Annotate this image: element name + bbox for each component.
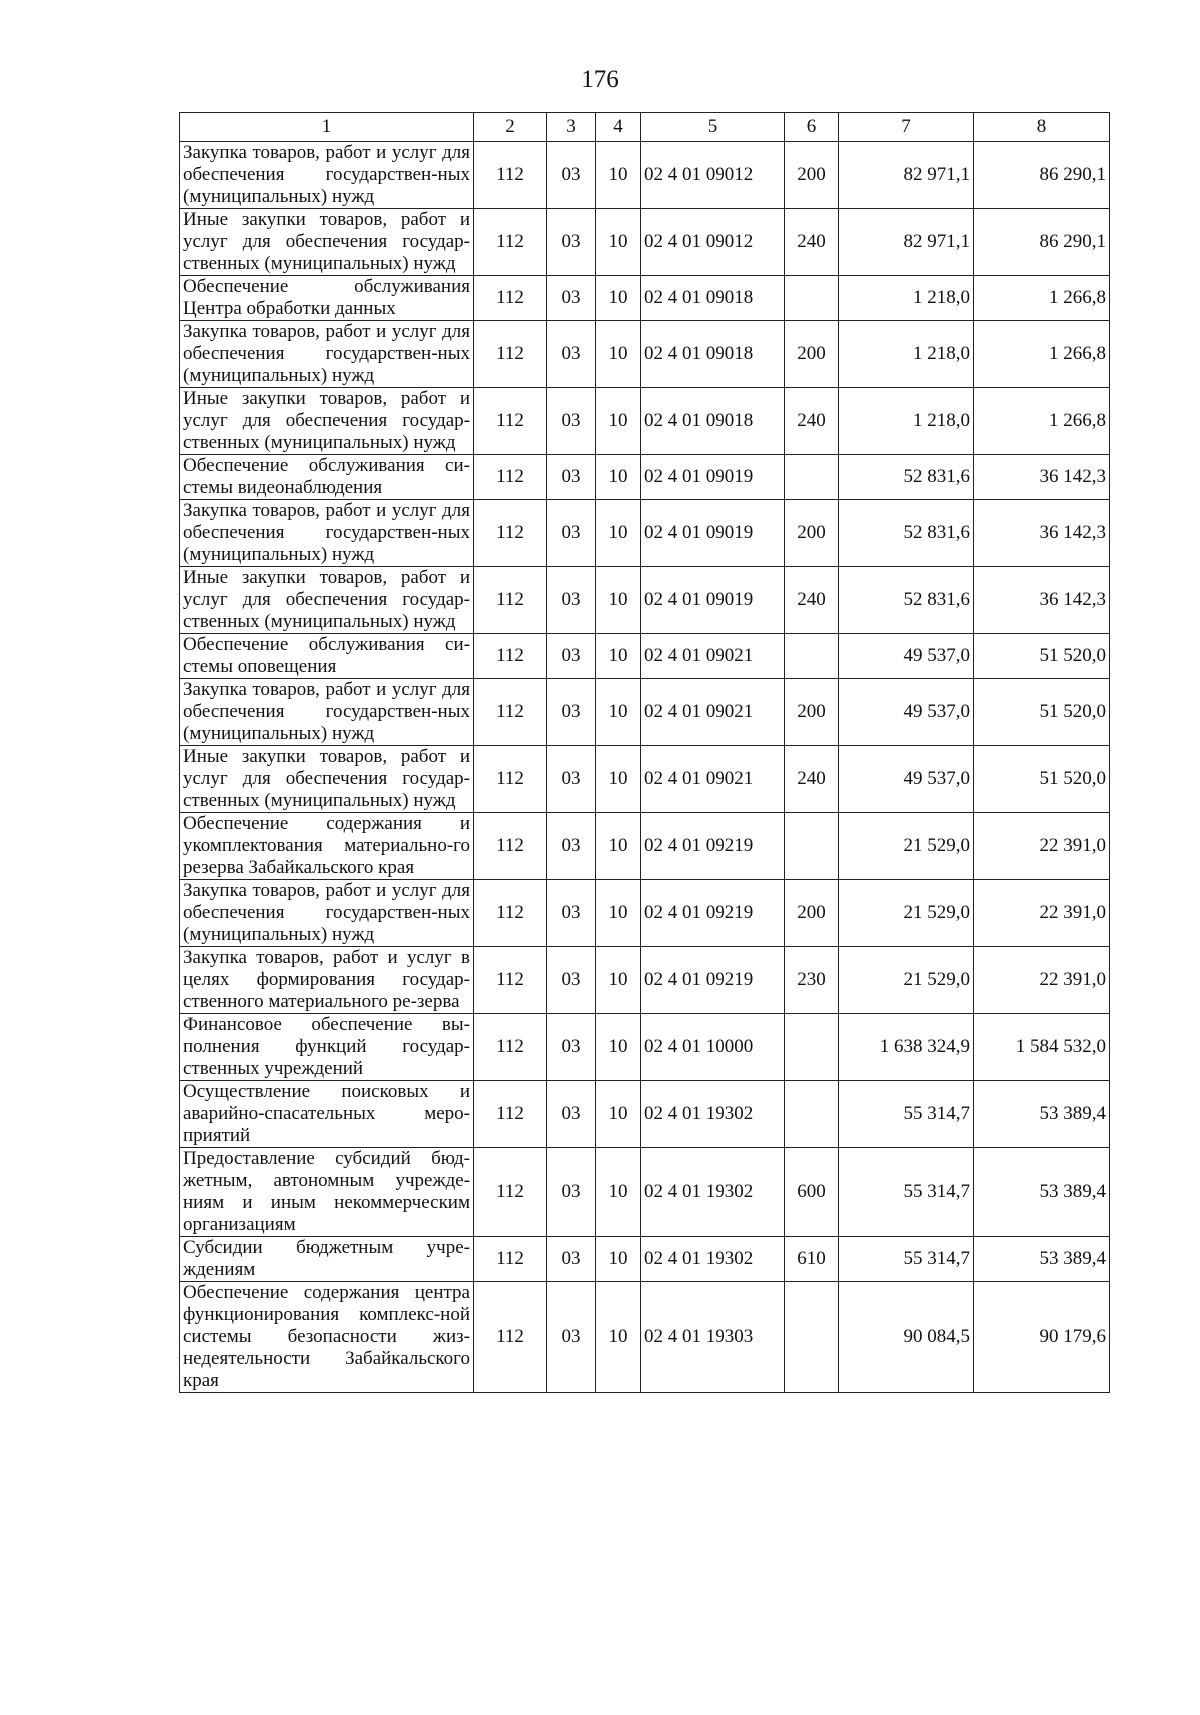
target-article-cell: 02 4 01 19302: [641, 1148, 785, 1237]
amount-year1-cell: 52 831,6: [839, 455, 974, 500]
header-cell: 8: [974, 113, 1110, 142]
section-code-cell: 03: [547, 1282, 596, 1393]
expense-type-cell: [785, 634, 839, 679]
target-article-cell: 02 4 01 09021: [641, 679, 785, 746]
amount-year1-cell: 1 218,0: [839, 276, 974, 321]
amount-year2-cell: 36 142,3: [974, 500, 1110, 567]
ministry-code-cell: 112: [474, 679, 547, 746]
subsection-code-cell: 10: [596, 500, 641, 567]
ministry-code-cell: 112: [474, 746, 547, 813]
header-cell: 4: [596, 113, 641, 142]
amount-year2-cell: 53 389,4: [974, 1148, 1110, 1237]
ministry-code-cell: 112: [474, 455, 547, 500]
target-article-cell: 02 4 01 09018: [641, 321, 785, 388]
row-name-cell: Обеспечение содержания центра функционирования комплекс-ной системы безопасности жиз-недеятельности Забайкальского края: [180, 1282, 474, 1393]
section-code-cell: 03: [547, 321, 596, 388]
section-code-cell: 03: [547, 1014, 596, 1081]
amount-year2-cell: 1 584 532,0: [974, 1014, 1110, 1081]
table-row: [180, 746, 1110, 813]
row-name-cell: Закупка товаров, работ и услуг для обеспечения государствен-ных (муниципальных) нужд: [180, 500, 474, 567]
amount-year1-cell: 55 314,7: [839, 1148, 974, 1237]
row-name-cell: Финансовое обеспечение вы-полнения функций государ-ственных учреждений: [180, 1014, 474, 1081]
expense-type-cell: 200: [785, 679, 839, 746]
expense-type-cell: 200: [785, 500, 839, 567]
table-row: [180, 1282, 1110, 1393]
row-name-cell: Субсидии бюджетным учре-ждениям: [180, 1237, 474, 1282]
page-number: 176: [581, 66, 619, 93]
ministry-code-cell: 112: [474, 813, 547, 880]
table-row: [180, 388, 1110, 455]
row-name-cell: Закупка товаров, работ и услуг для обеспечения государствен-ных (муниципальных) нужд: [180, 321, 474, 388]
amount-year1-cell: 90 084,5: [839, 1282, 974, 1393]
expense-type-cell: 200: [785, 880, 839, 947]
header-cell: 6: [785, 113, 839, 142]
ministry-code-cell: 112: [474, 142, 547, 209]
expense-type-cell: [785, 276, 839, 321]
table-header-row: [180, 113, 1110, 142]
target-article-cell: 02 4 01 09012: [641, 209, 785, 276]
expense-type-cell: 200: [785, 142, 839, 209]
ministry-code-cell: 112: [474, 1081, 547, 1148]
ministry-code-cell: 112: [474, 947, 547, 1014]
amount-year2-cell: 53 389,4: [974, 1237, 1110, 1282]
ministry-code-cell: 112: [474, 276, 547, 321]
target-article-cell: 02 4 01 09219: [641, 813, 785, 880]
expense-type-cell: 240: [785, 746, 839, 813]
subsection-code-cell: 10: [596, 947, 641, 1014]
amount-year1-cell: 82 971,1: [839, 142, 974, 209]
subsection-code-cell: 10: [596, 276, 641, 321]
amount-year2-cell: 1 266,8: [974, 388, 1110, 455]
section-code-cell: 03: [547, 813, 596, 880]
row-name-cell: Закупка товаров, работ и услуг для обеспечения государствен-ных (муниципальных) нужд: [180, 880, 474, 947]
header-cell: 3: [547, 113, 596, 142]
row-name-cell: Обеспечение обслуживания Центра обработки данных: [180, 276, 474, 321]
amount-year2-cell: 86 290,1: [974, 209, 1110, 276]
row-name-cell: Осуществление поисковых и аварийно-спасательных меро-приятий: [180, 1081, 474, 1148]
table-row: [180, 679, 1110, 746]
target-article-cell: 02 4 01 09219: [641, 947, 785, 1014]
subsection-code-cell: 10: [596, 321, 641, 388]
table-row: [180, 1081, 1110, 1148]
table-row: [180, 142, 1110, 209]
target-article-cell: 02 4 01 09021: [641, 634, 785, 679]
amount-year2-cell: 22 391,0: [974, 813, 1110, 880]
amount-year1-cell: 21 529,0: [839, 813, 974, 880]
amount-year1-cell: 52 831,6: [839, 567, 974, 634]
subsection-code-cell: 10: [596, 1014, 641, 1081]
row-name-cell: Обеспечение обслуживания си-стемы оповещения: [180, 634, 474, 679]
table-row: [180, 1148, 1110, 1237]
expense-type-cell: [785, 1081, 839, 1148]
table-row: [180, 455, 1110, 500]
budget-table: [179, 112, 1110, 1393]
row-name-cell: Предоставление субсидий бюд-жетным, автономным учрежде-ниям и иным некоммерческим организациям: [180, 1148, 474, 1237]
target-article-cell: 02 4 01 09018: [641, 388, 785, 455]
amount-year2-cell: 22 391,0: [974, 947, 1110, 1014]
section-code-cell: 03: [547, 500, 596, 567]
row-name-cell: Обеспечение обслуживания си-стемы видеонаблюдения: [180, 455, 474, 500]
amount-year1-cell: 49 537,0: [839, 634, 974, 679]
section-code-cell: 03: [547, 209, 596, 276]
target-article-cell: 02 4 01 09219: [641, 880, 785, 947]
target-article-cell: 02 4 01 09018: [641, 276, 785, 321]
amount-year1-cell: 55 314,7: [839, 1081, 974, 1148]
amount-year1-cell: 55 314,7: [839, 1237, 974, 1282]
expense-type-cell: [785, 1282, 839, 1393]
amount-year1-cell: 82 971,1: [839, 209, 974, 276]
amount-year1-cell: 1 218,0: [839, 321, 974, 388]
subsection-code-cell: 10: [596, 679, 641, 746]
subsection-code-cell: 10: [596, 1148, 641, 1237]
ministry-code-cell: 112: [474, 209, 547, 276]
table-row: [180, 209, 1110, 276]
section-code-cell: 03: [547, 679, 596, 746]
row-name-cell: Иные закупки товаров, работ и услуг для обеспечения государ-ственных (муниципальных) нужд: [180, 746, 474, 813]
amount-year2-cell: 86 290,1: [974, 142, 1110, 209]
subsection-code-cell: 10: [596, 1237, 641, 1282]
section-code-cell: 03: [547, 880, 596, 947]
table-row: [180, 321, 1110, 388]
table-row: [180, 1014, 1110, 1081]
row-name-cell: Иные закупки товаров, работ и услуг для обеспечения государ-ственных (муниципальных) нужд: [180, 567, 474, 634]
ministry-code-cell: 112: [474, 500, 547, 567]
ministry-code-cell: 112: [474, 388, 547, 455]
row-name-cell: Иные закупки товаров, работ и услуг для обеспечения государ-ственных (муниципальных) нужд: [180, 388, 474, 455]
section-code-cell: 03: [547, 567, 596, 634]
table-row: [180, 567, 1110, 634]
amount-year1-cell: 1 218,0: [839, 388, 974, 455]
expense-type-cell: 610: [785, 1237, 839, 1282]
section-code-cell: 03: [547, 1237, 596, 1282]
subsection-code-cell: 10: [596, 634, 641, 679]
row-name-cell: Обеспечение содержания и укомплектования материально-го резерва Забайкальского края: [180, 813, 474, 880]
ministry-code-cell: 112: [474, 1148, 547, 1237]
header-cell: 2: [474, 113, 547, 142]
amount-year1-cell: 52 831,6: [839, 500, 974, 567]
section-code-cell: 03: [547, 455, 596, 500]
expense-type-cell: 240: [785, 567, 839, 634]
subsection-code-cell: 10: [596, 880, 641, 947]
ministry-code-cell: 112: [474, 880, 547, 947]
amount-year2-cell: 36 142,3: [974, 455, 1110, 500]
subsection-code-cell: 10: [596, 388, 641, 455]
section-code-cell: 03: [547, 388, 596, 455]
section-code-cell: 03: [547, 634, 596, 679]
row-name-cell: Закупка товаров, работ и услуг для обеспечения государствен-ных (муниципальных) нужд: [180, 142, 474, 209]
subsection-code-cell: 10: [596, 813, 641, 880]
expense-type-cell: [785, 813, 839, 880]
target-article-cell: 02 4 01 09019: [641, 455, 785, 500]
table-row: [180, 1237, 1110, 1282]
expense-type-cell: 240: [785, 388, 839, 455]
amount-year2-cell: 53 389,4: [974, 1081, 1110, 1148]
amount-year1-cell: 21 529,0: [839, 947, 974, 1014]
section-code-cell: 03: [547, 142, 596, 209]
expense-type-cell: 600: [785, 1148, 839, 1237]
section-code-cell: 03: [547, 1081, 596, 1148]
table-row: [180, 634, 1110, 679]
target-article-cell: 02 4 01 19303: [641, 1282, 785, 1393]
amount-year2-cell: 51 520,0: [974, 746, 1110, 813]
amount-year2-cell: 90 179,6: [974, 1282, 1110, 1393]
subsection-code-cell: 10: [596, 567, 641, 634]
table-row: [180, 813, 1110, 880]
expense-type-cell: 240: [785, 209, 839, 276]
section-code-cell: 03: [547, 1148, 596, 1237]
subsection-code-cell: 10: [596, 455, 641, 500]
section-code-cell: 03: [547, 276, 596, 321]
expense-type-cell: [785, 1014, 839, 1081]
expense-type-cell: 200: [785, 321, 839, 388]
amount-year2-cell: 36 142,3: [974, 567, 1110, 634]
ministry-code-cell: 112: [474, 634, 547, 679]
section-code-cell: 03: [547, 947, 596, 1014]
ministry-code-cell: 112: [474, 321, 547, 388]
amount-year2-cell: 51 520,0: [974, 634, 1110, 679]
target-article-cell: 02 4 01 10000: [641, 1014, 785, 1081]
amount-year2-cell: 1 266,8: [974, 321, 1110, 388]
subsection-code-cell: 10: [596, 1081, 641, 1148]
amount-year1-cell: 21 529,0: [839, 880, 974, 947]
expense-type-cell: 230: [785, 947, 839, 1014]
row-name-cell: Закупка товаров, работ и услуг в целях формирования государ-ственного материального ре-зерва: [180, 947, 474, 1014]
target-article-cell: 02 4 01 09019: [641, 567, 785, 634]
amount-year1-cell: 49 537,0: [839, 679, 974, 746]
target-article-cell: 02 4 01 19302: [641, 1081, 785, 1148]
section-code-cell: 03: [547, 746, 596, 813]
table-row: [180, 880, 1110, 947]
ministry-code-cell: 112: [474, 567, 547, 634]
header-cell: 5: [641, 113, 785, 142]
table-row: [180, 947, 1110, 1014]
ministry-code-cell: 112: [474, 1014, 547, 1081]
target-article-cell: 02 4 01 19302: [641, 1237, 785, 1282]
amount-year2-cell: 1 266,8: [974, 276, 1110, 321]
amount-year2-cell: 22 391,0: [974, 880, 1110, 947]
subsection-code-cell: 10: [596, 1282, 641, 1393]
table-row: [180, 500, 1110, 567]
amount-year1-cell: 1 638 324,9: [839, 1014, 974, 1081]
header-cell: 7: [839, 113, 974, 142]
table-row: [180, 276, 1110, 321]
subsection-code-cell: 10: [596, 746, 641, 813]
expense-type-cell: [785, 455, 839, 500]
amount-year1-cell: 49 537,0: [839, 746, 974, 813]
row-name-cell: Иные закупки товаров, работ и услуг для обеспечения государ-ственных (муниципальных) нужд: [180, 209, 474, 276]
row-name-cell: Закупка товаров, работ и услуг для обеспечения государствен-ных (муниципальных) нужд: [180, 679, 474, 746]
ministry-code-cell: 112: [474, 1282, 547, 1393]
subsection-code-cell: 10: [596, 142, 641, 209]
target-article-cell: 02 4 01 09012: [641, 142, 785, 209]
amount-year2-cell: 51 520,0: [974, 679, 1110, 746]
header-cell: 1: [180, 113, 474, 142]
target-article-cell: 02 4 01 09021: [641, 746, 785, 813]
ministry-code-cell: 112: [474, 1237, 547, 1282]
subsection-code-cell: 10: [596, 209, 641, 276]
target-article-cell: 02 4 01 09019: [641, 500, 785, 567]
